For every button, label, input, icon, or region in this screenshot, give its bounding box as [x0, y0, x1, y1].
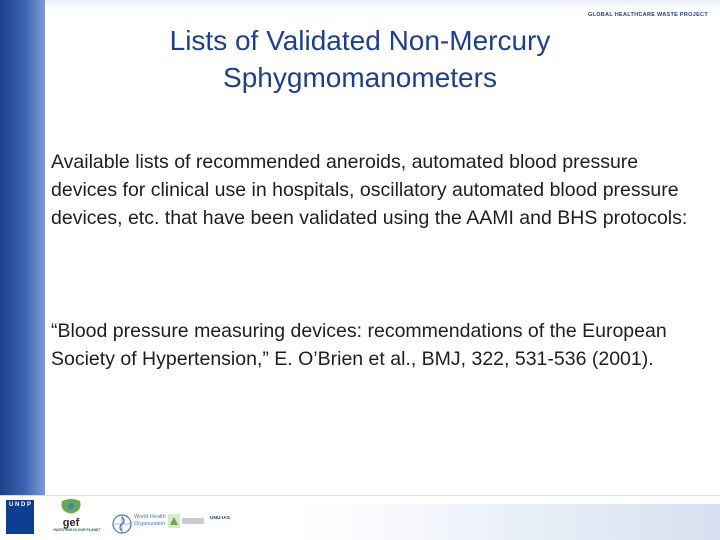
project-tag: GLOBAL HEALTHCARE WASTE PROJECT: [587, 12, 708, 18]
undp-logo: [6, 500, 34, 534]
top-strip: [0, 0, 720, 10]
gef-logo: [52, 497, 90, 539]
title-line-1: Lists of Validated Non-Mercury: [169, 25, 551, 56]
gef-logo-text: gef: [62, 517, 80, 529]
unu-logo: UNU-IAS: [210, 516, 230, 521]
left-decorative-bar: [0, 0, 45, 495]
footer-bar: [0, 495, 720, 540]
intro-paragraph: Available lists of recommended aneroids, automated blood pressure devices for clinical use in hospitals, oscillatory automated blood pressure devices, etc. that have been validated using the AAMI and BHS protocols:: [51, 151, 688, 229]
who-logo-text: [134, 514, 166, 527]
citation-paragraph: “Blood pressure measuring devices: recommendations of the European Society of Hypertension,” E. O’Brien et al., BMJ, 322, 531-536 (2001).: [51, 320, 667, 370]
footer-fade: [300, 504, 720, 540]
gef-tagline: INVESTING IN OUR PLANET: [53, 528, 101, 532]
who-line-2: Organization: [134, 520, 166, 527]
title-line-2: Sphygmomanometers: [223, 62, 497, 93]
unep-logo: [182, 518, 204, 524]
slide-title: [45, 22, 675, 96]
hcwh-logo: [168, 514, 180, 528]
who-line-1: World Health: [134, 514, 166, 520]
undp-logo-text: U N D P: [8, 502, 31, 508]
